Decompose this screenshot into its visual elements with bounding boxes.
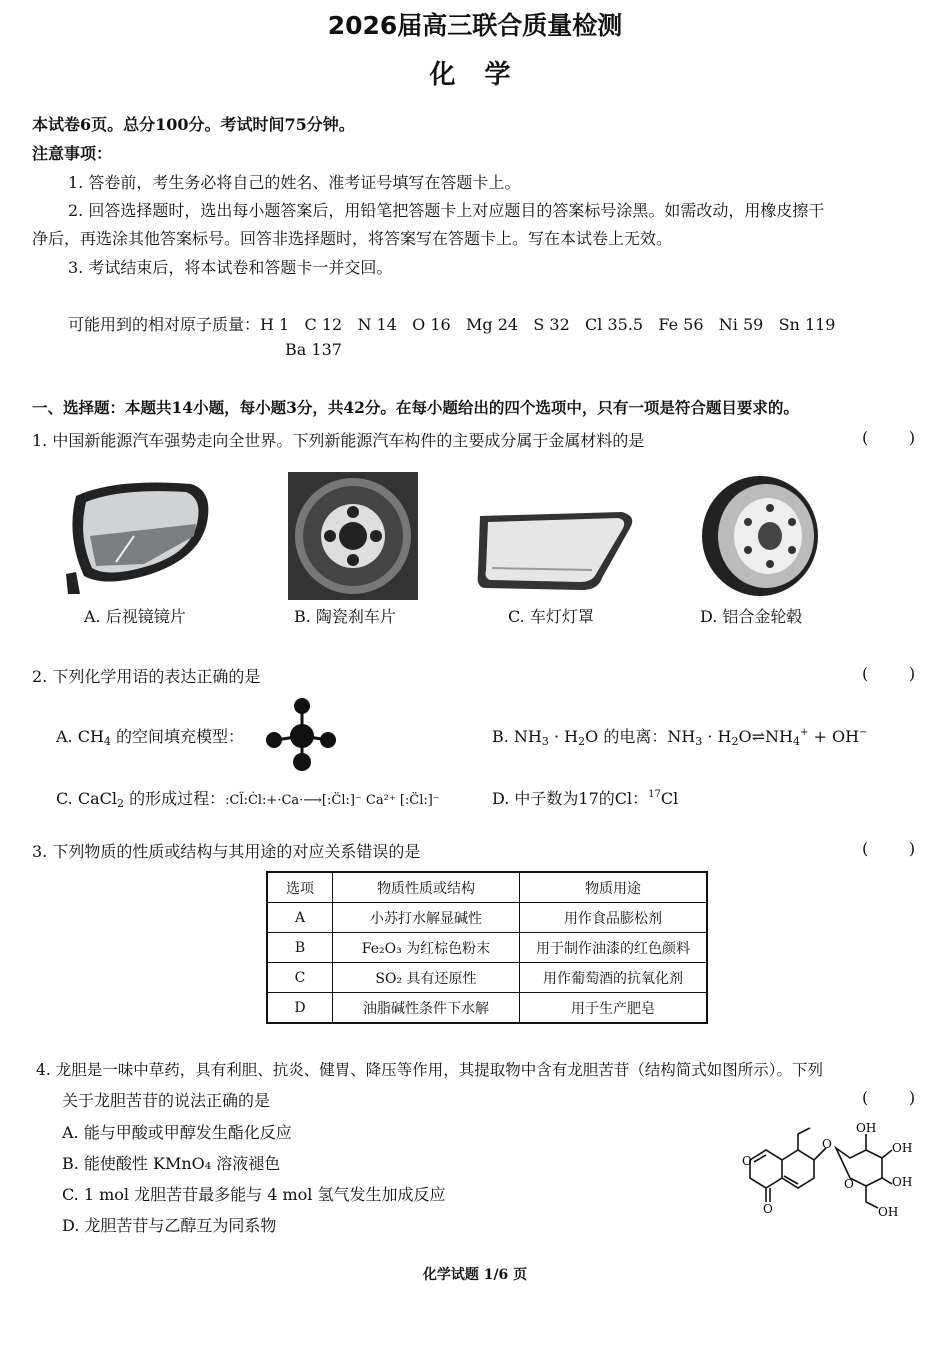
- q2-b-12: +: [799, 727, 809, 738]
- note-2: 2. 回答选择题时，选出每小题答案后，用铅笔把答题卡上对应题目的答案标号涂黑。如需改动，用橡皮擦干: [68, 201, 825, 220]
- alloy-wheel-image: [700, 474, 822, 598]
- struct-label-o1: O: [742, 1154, 752, 1168]
- page-footer: 化学试题 1/6 页: [422, 1267, 528, 1283]
- table-cell: SO₂ 具有还原性: [333, 963, 520, 993]
- mass-ba: Ba 137: [285, 340, 342, 359]
- exam-info: 本试卷6页。总分100分。考试时间75分钟。: [32, 115, 355, 134]
- section1-heading: 一、选择题：本题共14小题，每小题3分，共42分。在每小题给出的四个选项中，只有一项是符合题目要求的。: [32, 398, 799, 417]
- q2-stem: 2. 下列化学用语的表达正确的是: [32, 667, 261, 686]
- struct-label-oh2: OH: [892, 1141, 913, 1155]
- table-header-row: [267, 872, 707, 903]
- table-row: [267, 903, 707, 933]
- q2-option-a: [56, 724, 244, 748]
- notes-title: 注意事项：: [32, 144, 113, 163]
- mass-h: H 1: [260, 315, 290, 334]
- table-cell: C: [267, 963, 333, 993]
- q2-d-pre: D. 中子数为17的Cl：: [492, 789, 649, 808]
- mass-ni: Ni 59: [718, 315, 764, 334]
- headlight-image: [472, 508, 640, 598]
- q2-b-2: 3: [541, 735, 549, 748]
- mass-cl: Cl 35.5: [585, 315, 644, 334]
- q1-option-a: A. 后视镜镜片: [84, 607, 186, 626]
- q2-a-pre: A. CH: [56, 727, 104, 746]
- table-cell: 油脂碱性条件下水解: [333, 993, 520, 1024]
- mirror-image: [56, 476, 214, 596]
- note-1: 1. 答卷前，考生务必将自己的姓名、准考证号填写在答题卡上。: [68, 173, 521, 192]
- table-header-cell: 物质用途: [520, 872, 708, 903]
- q2-c-post: 的形成过程：: [123, 789, 226, 808]
- q1-option-d: D. 铝合金轮毂: [700, 607, 803, 626]
- table-header-cell: 选项: [267, 872, 333, 903]
- table-cell: B: [267, 933, 333, 963]
- gentiopicroside-structure: [740, 1120, 920, 1220]
- struct-label-oh3: OH: [892, 1175, 913, 1189]
- table-cell: 用作葡萄酒的抗氧化剂: [520, 963, 708, 993]
- q2-answer-paren: ( ): [862, 664, 916, 683]
- q2-d-sup: 17: [648, 789, 661, 800]
- q4-option-c: C. 1 mol 龙胆苦苷最多能与 4 mol 氢气发生加成反应: [62, 1185, 446, 1204]
- q2-b-1: B. NH: [492, 727, 542, 746]
- mass-mg: Mg 24: [466, 315, 519, 334]
- exam-title: 2026届高三联合质量检测: [327, 11, 623, 40]
- table-row: [267, 963, 707, 993]
- table-header-cell: 物质性质或结构: [333, 872, 520, 903]
- table-cell: 用作食品膨松剂: [520, 903, 708, 933]
- q2-b-9: O: [738, 727, 752, 746]
- q2-b-8: 2: [731, 735, 739, 748]
- q4-option-a: A. 能与甲酸或甲醇发生酯化反应: [62, 1123, 292, 1142]
- table-row: [267, 933, 707, 963]
- q1-option-c: C. 车灯灯罩: [508, 607, 594, 626]
- q2-b-arrow: ⇌: [751, 727, 766, 746]
- brake-disc-image: [288, 472, 418, 600]
- mass-c: C 12: [304, 315, 343, 334]
- struct-label-o2: O: [763, 1202, 773, 1216]
- mass-s: S 32: [533, 315, 570, 334]
- struct-label-o4: O: [844, 1177, 854, 1191]
- struct-label-o3: O: [822, 1137, 832, 1151]
- table-cell: Fe₂O₃ 为红棕色粉末: [333, 933, 520, 963]
- atomic-masses: [68, 312, 898, 335]
- table-cell: D: [267, 993, 333, 1024]
- q2-b-14: −: [859, 727, 868, 738]
- q4-option-d: D. 龙胆苦苷与乙醇互为同系物: [62, 1216, 277, 1235]
- table-cell: A: [267, 903, 333, 933]
- struct-label-oh4: OH: [878, 1205, 899, 1219]
- q2-c-pre: C. CaCl: [56, 789, 117, 808]
- q2-option-d: [492, 786, 678, 809]
- q2-b-10: NH: [765, 727, 793, 746]
- q2-b-11: 4: [792, 735, 800, 748]
- q4-stem-line1: 4. 龙胆是一味中草药，具有利胆、抗炎、健胃、降压等作用，其提取物中含有龙胆苦苷（结构简式如图所示）。下列: [36, 1061, 823, 1079]
- q1-option-b: B. 陶瓷刹车片: [294, 607, 396, 626]
- q2-b-5: O 的电离：NH: [585, 727, 696, 746]
- table-cell: 用于生产肥皂: [520, 993, 708, 1024]
- mass-sn: Sn 119: [778, 315, 836, 334]
- note-3: 3. 考试结束后，将本试卷和答题卡一并交回。: [68, 258, 393, 277]
- q2-a-sub: 4: [103, 735, 111, 748]
- q2-b-7: · H: [702, 727, 732, 746]
- table-cell: 用于制作油漆的红色颜料: [520, 933, 708, 963]
- subject-title: 化 学: [429, 60, 521, 90]
- note-2-cont: 净后，再选涂其他答案标号。回答非选择题时，将答案写在答题卡上。写在本试卷上无效。: [32, 229, 673, 248]
- mass-fe: Fe 56: [658, 315, 704, 334]
- q2-b-6: 3: [695, 735, 703, 748]
- q2-option-c: [56, 786, 440, 810]
- q2-b-13: + OH: [808, 727, 860, 746]
- q4-option-b: B. 能使酸性 KMnO₄ 溶液褪色: [62, 1154, 281, 1173]
- struct-label-oh1: OH: [856, 1121, 877, 1135]
- table-cell: 小苏打水解显碱性: [333, 903, 520, 933]
- ch4-space-filling-model: [262, 696, 338, 774]
- q2-b-4: 2: [578, 735, 586, 748]
- q2-b-3: · H: [548, 727, 579, 746]
- q2-d-post: Cl: [660, 789, 679, 808]
- mass-n: N 14: [357, 315, 397, 334]
- q2-c-sub: 2: [116, 797, 124, 810]
- q1-stem: 1. 中国新能源汽车强势走向全世界。下列新能源汽车构件的主要成分属于金属材料的是: [32, 431, 645, 450]
- q2-a-post: 的空间填充模型：: [110, 727, 245, 746]
- table-row: [267, 993, 707, 1024]
- q2-c-formula: :Cl̈:Ċl:+·Ca·⟶[:C̈l:]⁻ Ca²⁺ [:C̈l:]⁻: [225, 793, 440, 808]
- mass-o: O 16: [412, 315, 451, 334]
- q4-answer-paren: ( ): [862, 1088, 916, 1107]
- q4-stem-line2: 关于龙胆苦苷的说法正确的是: [62, 1091, 271, 1110]
- q1-answer-paren: ( ): [862, 428, 916, 447]
- q3-table: [266, 871, 708, 1024]
- q3-answer-paren: ( ): [862, 839, 916, 858]
- atomic-masses-label: 可能用到的相对原子质量：: [68, 315, 261, 334]
- q3-stem: 3. 下列物质的性质或结构与其用途的对应关系错误的是: [32, 842, 421, 861]
- q2-option-b: [492, 724, 867, 748]
